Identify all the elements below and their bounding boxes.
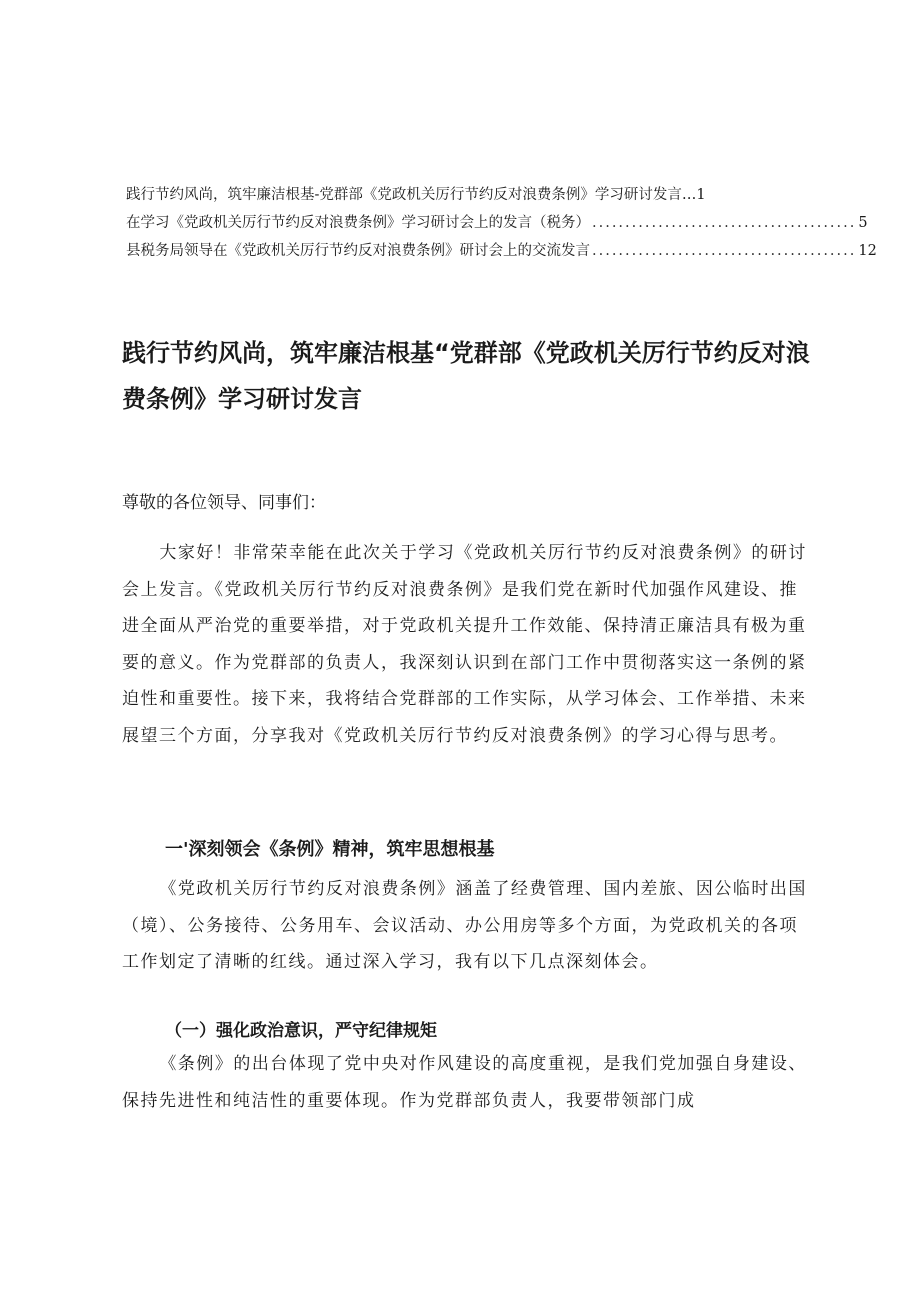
salutation: 尊敬的各位领导、同事们： bbox=[122, 493, 326, 513]
toc-entry-page: 1 bbox=[696, 187, 706, 203]
section-heading-1: 一'深刻领会《条例》精神，筑牢思想根基 bbox=[165, 839, 495, 860]
table-of-contents bbox=[126, 181, 877, 265]
toc-entry-title: 在学习《党政机关厉行节约反对浪费条例》学习研讨会上的发言（税务） bbox=[126, 215, 590, 231]
document-title: 践行节约风尚，筑牢廉洁根基“党群部《党政机关厉行节约反对浪费条例》学习研讨发言 bbox=[122, 339, 810, 413]
toc-entry-page: 5 bbox=[858, 215, 868, 231]
toc-entry[interactable] bbox=[126, 209, 868, 237]
section-1-paragraph: 《党政机关厉行节约反对浪费条例》涵盖了经费管理、国内差旅、因公临时出国（境）、公务接待、公务用车、会议活动、办公用房等多个方面，为党政机关的各项工作划定了清晰的红线。通过深入学习，我有以下几点深刻体会。 bbox=[122, 879, 807, 972]
intro-paragraph: 大家好！非常荣幸能在此次关于学习《党政机关厉行节约反对浪费条例》的研讨会上发言。《党政机关厉行节约反对浪费条例》是我们党在新时代加强作风建设、推进全面从严治党的重要举措，对于党政机关提升工作效能、保持清正廉洁具有极为重要的意义。作为党群部的负责人，我深刻认识到在部门工作中贯彻落实这一条例的紧迫性和重要性。接下来，我将结合党群部的工作实际，从学习体会、工作举措、未来展望三个方面，分享我对《党政机关厉行节约反对浪费条例》的学习心得与思考。 bbox=[122, 543, 807, 746]
subsection-heading-1: （一）强化政治意识，严守纪律规矩 bbox=[165, 1021, 437, 1041]
subsection-1-paragraph: 《条例》的出台体现了党中央对作风建设的高度重视，是我们党加强自身建设、保持先进性和纯洁性的重要体现。作为党群部负责人，我要带领部门成 bbox=[122, 1054, 807, 1111]
toc-leader-dots: ........................................ bbox=[592, 215, 857, 231]
toc-leader-dots: ........................................ bbox=[592, 243, 857, 259]
toc-entry[interactable] bbox=[126, 181, 806, 209]
toc-entry-title: 践行节约风尚，筑牢廉洁根基-党群部《党政机关厉行节约反对浪费条例》学习研讨发言… bbox=[126, 187, 697, 203]
toc-entry-title: 县税务局领导在《党政机关厉行节约反对浪费条例》研讨会上的交流发言 bbox=[126, 243, 590, 259]
toc-entry[interactable] bbox=[126, 237, 877, 265]
toc-entry-page: 12 bbox=[858, 243, 877, 259]
